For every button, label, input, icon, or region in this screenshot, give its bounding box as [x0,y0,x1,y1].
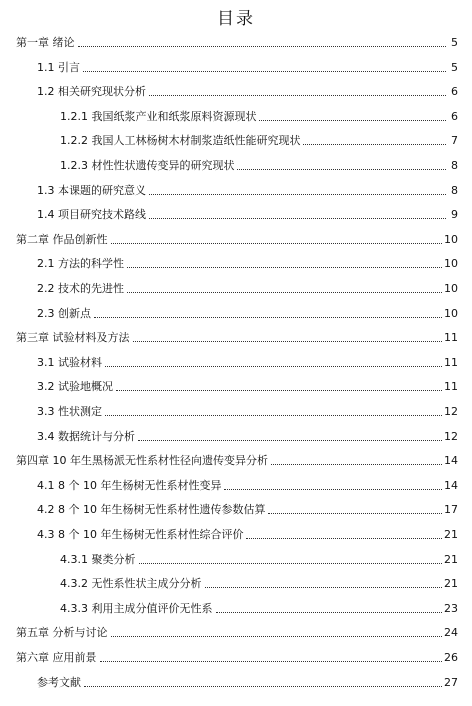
dot-leader [246,537,442,539]
toc-entry-page-number: 6 [451,85,458,99]
toc-entry-label: 2.2 技术的先进性 [37,282,124,295]
toc-entry-label: 第五章 分析与讨论 [16,626,108,640]
toc-entry-label: 参考文献 [37,675,81,689]
toc-entry-label: 1.4 项目研究技术路线 [37,208,146,222]
toc-entry[interactable] [37,501,458,517]
toc-entry-label: 第二章 作品创新性 [16,232,108,246]
toc-entry-label: 第三章 试验材料及方法 [16,331,130,345]
toc-entry[interactable] [37,255,458,271]
toc-entry[interactable] [37,526,458,542]
toc-entry-label: 1.2 相关研究现状分析 [37,85,146,99]
toc-entry[interactable] [37,403,458,419]
toc-entry-label: 3.3 性状测定 [37,405,102,418]
toc-entry[interactable] [37,305,458,321]
toc-entry-label: 1.3 本课题的研究意义 [37,183,146,197]
toc-entry-page-number: 5 [451,60,458,74]
toc-entry-page-number: 10 [444,257,458,271]
toc-entry-page-number: 21 [444,528,458,541]
dot-leader [105,365,442,367]
toc-entry-label: 第一章 绪论 [16,36,75,49]
dot-leader [127,291,442,293]
dot-leader [139,562,443,564]
dot-leader [111,242,443,244]
dot-leader [271,463,442,465]
toc-entry-page-number: 11 [444,355,458,369]
dot-leader [116,389,442,391]
toc-entry-page-number: 5 [451,36,458,49]
toc-entry[interactable] [16,329,458,345]
toc-entry-page-number: 14 [444,478,458,492]
dot-leader [259,119,446,121]
toc-entry-page-number: 8 [451,159,458,172]
toc-entry-page-number: 14 [444,454,458,468]
dot-leader [138,439,442,441]
toc-entry-page-number: 12 [444,429,458,443]
toc-entry-page-number: 10 [444,306,458,320]
dot-leader [303,143,446,145]
dot-leader [111,635,443,637]
toc-entry-page-number: 6 [451,109,458,123]
toc-entry-page-number: 17 [444,503,458,517]
toc-entry-label: 4.2 8 个 10 年生杨树无性系材性遗传参数估算 [37,503,266,517]
dot-leader [100,660,443,662]
toc-entry-label: 3.1 试验材料 [37,355,102,369]
toc-entry-page-number: 11 [444,331,458,345]
toc-entry[interactable] [60,551,458,567]
toc-entry-label: 1.2.2 我国人工林杨树木材制浆造纸性能研究现状 [60,134,301,148]
toc-entry[interactable] [37,378,458,394]
toc-entry[interactable] [16,649,458,665]
toc-entry[interactable] [37,206,458,222]
dot-leader [216,611,443,613]
dot-leader [78,45,447,47]
toc-entry-page-number: 10 [444,232,458,246]
toc-entry-label: 3.2 试验地概况 [37,380,113,394]
toc-entry-label: 4.3.1 聚类分析 [60,552,136,566]
toc-entry[interactable] [37,83,458,99]
toc-entry-label: 4.3.2 无性系性状主成分分析 [60,577,202,591]
toc-entry-page-number: 24 [444,626,458,640]
dot-leader [84,685,442,687]
toc-entry[interactable] [37,428,458,444]
toc-entry-label: 2.1 方法的科学性 [37,257,124,271]
dot-leader [224,488,442,490]
toc-entry-page-number: 8 [451,183,458,197]
toc-entry[interactable] [37,280,458,296]
toc-entry[interactable] [60,132,458,148]
toc-entry[interactable] [16,34,458,50]
toc-entry[interactable] [37,182,458,198]
toc-entry[interactable] [60,157,458,173]
toc-entry[interactable] [37,59,458,75]
toc-entry-page-number: 9 [451,208,458,222]
toc-entry-page-number: 21 [444,552,458,566]
toc-entry-page-number: 26 [444,651,458,664]
dot-leader [94,316,442,318]
dot-leader [149,193,446,195]
toc-entry[interactable] [37,477,458,493]
toc-entry-page-number: 21 [444,577,458,591]
toc-entry-page-number: 27 [444,675,458,689]
dot-leader [205,586,443,588]
toc-entry-page-number: 10 [444,282,458,295]
toc-entry[interactable] [16,231,458,247]
toc-entry[interactable] [60,575,458,591]
toc-entry-label: 2.3 创新点 [37,306,91,320]
dot-leader [149,94,446,96]
toc-entry-page-number: 23 [444,601,458,615]
toc-entry-page-number: 7 [451,134,458,148]
toc-entry-label: 1.2.3 材性性状遗传变异的研究现状 [60,159,235,172]
dot-leader [237,168,446,170]
dot-leader [127,266,442,268]
toc-entry-page-number: 12 [444,405,458,418]
dot-leader [268,512,442,514]
toc-entry-label: 第六章 应用前景 [16,651,97,664]
dot-leader [83,70,446,72]
toc-entry[interactable] [16,624,458,640]
toc-entry-label: 4.3 8 个 10 年生杨树无性系材性综合评价 [37,528,244,541]
toc-entry-label: 3.4 数据统计与分析 [37,429,135,443]
toc-entry[interactable] [37,354,458,370]
toc-entry[interactable] [60,600,458,616]
toc-entry[interactable] [60,108,458,124]
toc-entry[interactable] [37,674,458,690]
toc-entry-label: 4.3.3 利用主成分值评价无性系 [60,601,213,615]
toc-entry-label: 1.1 引言 [37,60,80,74]
toc-entry-label: 第四章 10 年生黑杨派无性系材性径向遗传变异分析 [16,454,268,468]
dot-leader [149,217,446,219]
page-title: 目录 [217,9,255,29]
toc-entry[interactable] [16,452,458,468]
toc-entry-label: 4.1 8 个 10 年生杨树无性系材性变异 [37,478,222,492]
toc-entry-page-number: 11 [444,380,458,394]
toc-entry-label: 1.2.1 我国纸浆产业和纸浆原料资源现状 [60,109,257,123]
dot-leader [133,340,443,342]
dot-leader [105,414,442,416]
